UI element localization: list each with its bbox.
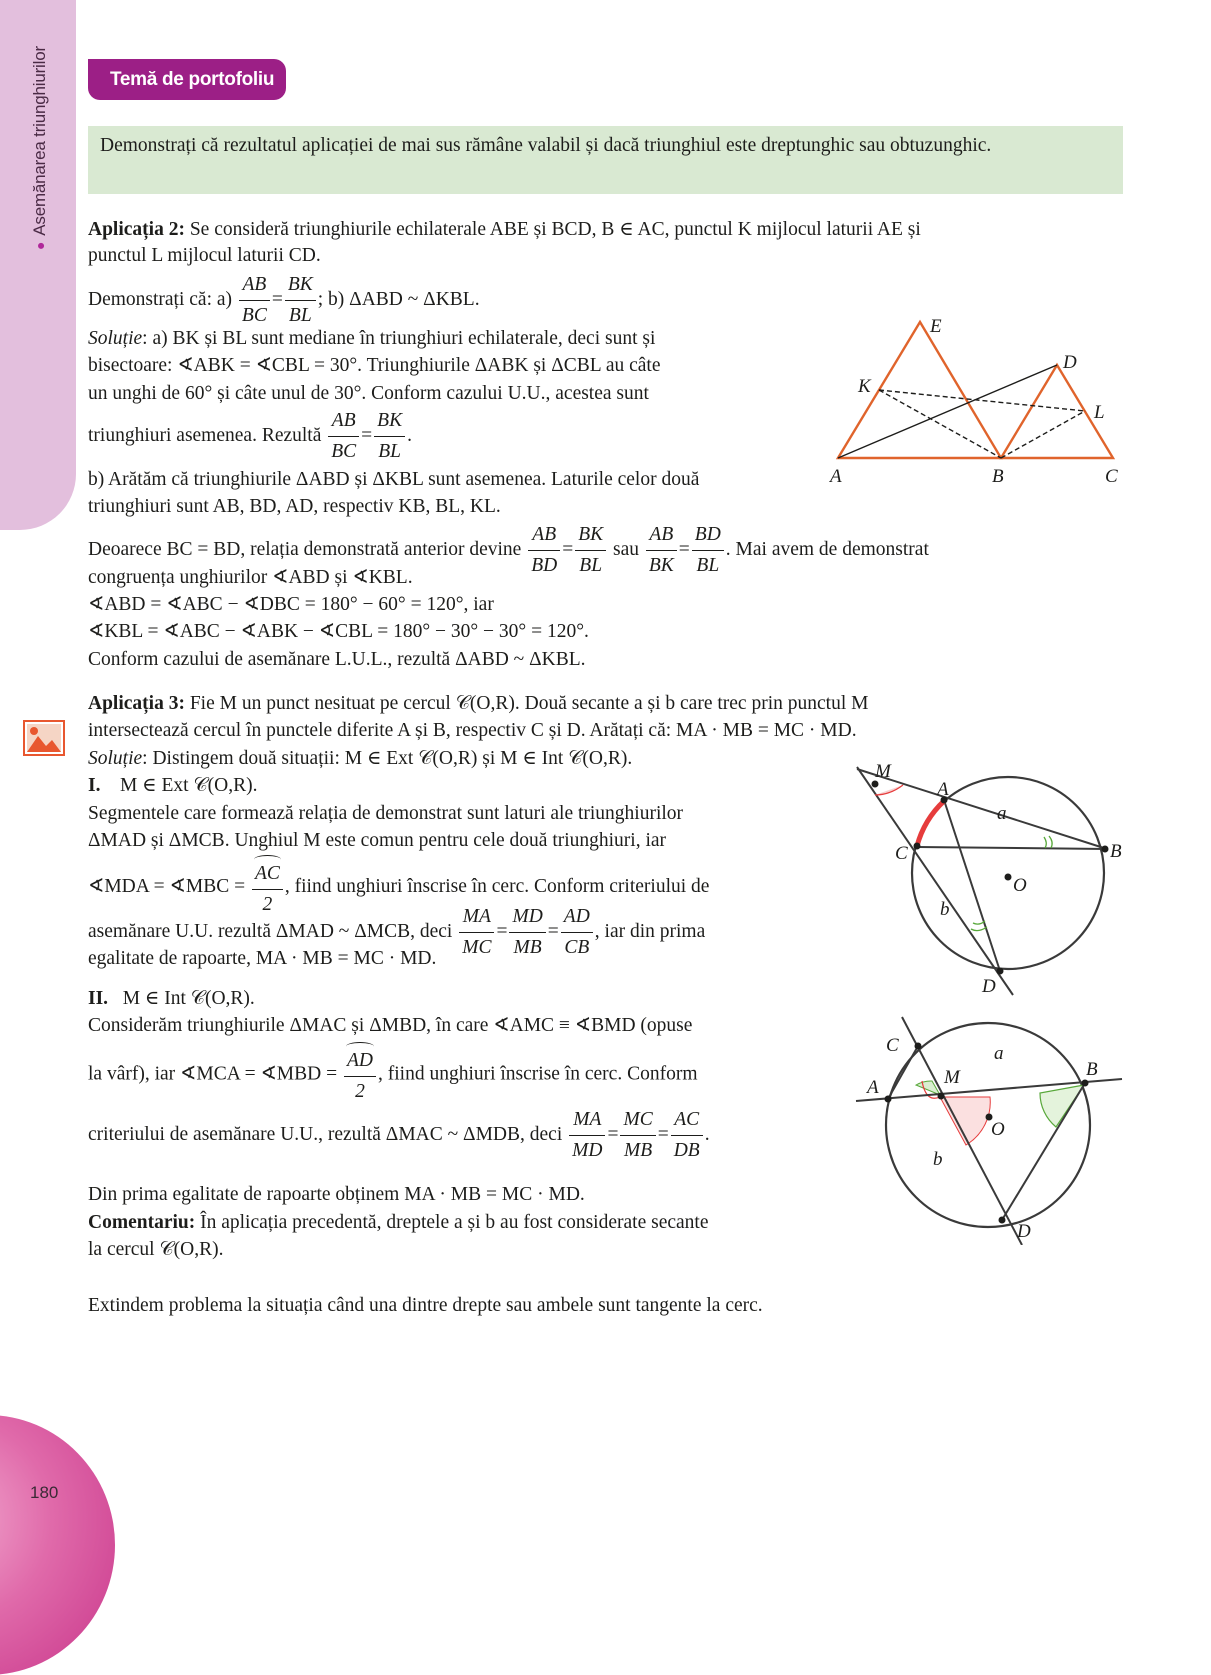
exterior-point-figure — [845, 755, 1135, 1005]
app2-sol-b2: triunghiuri sunt AB, BD, AD, respectiv KB, BL, KL. — [88, 496, 501, 517]
app2-statement-line2: punctul L mijlocul laturii CD. — [88, 245, 321, 266]
fraction: $\frac{MA}{MD}$ — [569, 1105, 605, 1166]
fraction: $\frac{AB}{BC}$ — [239, 270, 270, 331]
fraction: $\frac{AD}{2}$ — [344, 1043, 376, 1107]
label-C: C — [1105, 466, 1118, 487]
fraction: $\frac{BK}{BL}$ — [575, 520, 606, 581]
bullet-dot-icon: ● — [32, 241, 48, 250]
app2-sol-b3: Deoarece BC = BD, relația demonstrată anterior devine $\frac{AB}{BD}$ = $\frac{BK}{BL}$ sau $\frac{AB}{BK}$ = $\frac{BD}{BL}$ . Mai avem de demonstrat — [88, 520, 929, 581]
app2-sol-b4: congruența unghiurilor ∢ABD și ∢KBL. — [88, 567, 413, 588]
label-M: M — [875, 761, 891, 782]
label-B: B — [992, 466, 1004, 487]
fraction: $\frac{AC}{2}$ — [252, 856, 283, 920]
app3-case2: II. M ∈ Int 𝒞(O,R). — [88, 988, 255, 1009]
app3-c2-l1: Considerăm triunghiurile ΔMAC și ΔMBD, în care ∢AMC ≡ ∢BMD (opuse — [88, 1015, 693, 1036]
label-C: C — [895, 843, 908, 864]
app3-case1: I. M ∈ Ext 𝒞(O,R). — [88, 775, 258, 796]
app2-sol-a3: un unghi de 60° și câte unul de 30°. Conform cazului U.U., acestea sunt — [88, 383, 649, 404]
app2-demonstrate: Demonstrați că: a) $\frac{AB}{BC}$ = $\frac{BK}{BL}$ ; b) ΔABD ~ ΔKBL. — [88, 270, 480, 331]
app3-c1-l5: egalitate de rapoarte, MA · MB = MC · MD. — [88, 948, 437, 969]
fraction: $\frac{AB}{BD}$ — [528, 520, 560, 581]
label-a: a — [997, 803, 1007, 824]
app2-sol-a2: bisectoare: ∢ABK = ∢CBL = 30°. Triunghiurile ΔABK și ΔCBL au câte — [88, 355, 661, 376]
app3-c1-l1: Segmentele care formează relația de demonstrat sunt laturi ale triunghiurilor — [88, 803, 684, 824]
app3-l3: Soluție: Distingem două situații: M ∈ Ext 𝒞(O,R) și M ∈ Int 𝒞(O,R). — [88, 748, 633, 769]
app3-l1: Aplicația 3: Fie M un punct nesituat pe cercul 𝒞(O,R). Două secante a și b care trec prin punctul M — [88, 693, 869, 714]
label-a: a — [994, 1043, 1004, 1064]
app3-c2-l3: criteriului de asemănare U.U., rezultă ΔMAC ~ ΔMDB, deci $\frac{MA}{MD}$ = $\frac{MC}{MB}$ = $\frac{AC}{DB}$ . — [88, 1105, 710, 1166]
page-number: 180 — [30, 1483, 59, 1502]
label-A: A — [830, 466, 842, 487]
label-D: D — [1063, 352, 1077, 373]
app3-comment-l2: la cercul 𝒞(O,R). — [88, 1239, 224, 1260]
app3-c1-l3: ∢MDA = ∢MBC = $\frac{AC}{2}$ , fiind unghiuri înscrise în cerc. Conform criteriului de — [88, 855, 709, 920]
app3-c2-l2: la vârf), iar ∢MCA = ∢MBD = $\frac{AD}{2}$ , fiind unghiuri înscrise în cerc. Conform — [88, 1043, 698, 1107]
label-O: O — [991, 1119, 1005, 1140]
label-D: D — [982, 976, 996, 997]
label-b: b — [933, 1149, 943, 1170]
app3-c1-l4: asemănare U.U. rezultă ΔMAD ~ ΔMCB, deci $\frac{MA}{MC}$ = $\frac{MD}{MB}$ = $\frac{AD}{CB}$ , iar din prima — [88, 902, 705, 963]
label-M: M — [944, 1067, 960, 1088]
app2-sol-b5: ∢ABD = ∢ABC − ∢DBC = 180° − 60° = 120°, iar — [88, 594, 494, 615]
label-B: B — [1110, 841, 1122, 862]
fraction: $\frac{MA}{MC}$ — [459, 902, 494, 963]
label-C: C — [886, 1035, 899, 1056]
portfolio-task-box: Demonstrați că rezultatul aplicației de mai sus rămâne valabil și dacă triunghiul este dreptunghic sau obtuzunghic. — [88, 126, 1123, 194]
fraction: $\frac{BK}{BL}$ — [374, 406, 405, 467]
label-b: b — [940, 899, 950, 920]
app2-sol-a4: triunghiuri asemenea. Rezultă $\frac{AB}{BC}$ = $\frac{BK}{BL}$ . — [88, 405, 412, 467]
app3-c1-l2: ΔMAD și ΔMCB. Unghiul M este comun pentru cele două triunghiuri, iar — [88, 830, 667, 851]
fraction: $\frac{AB}{BC}$ — [328, 406, 359, 467]
portfolio-badge: Temă de portofoliu — [88, 59, 286, 100]
label-K: K — [858, 376, 871, 397]
fraction: $\frac{AD}{CB}$ — [561, 902, 593, 963]
label-A: A — [937, 779, 949, 800]
app2-sol-b7: Conform cazului de asemănare L.U.L., rezultă ΔABD ~ ΔKBL. — [88, 649, 586, 670]
label-A: A — [867, 1077, 879, 1098]
page-corner-decoration — [0, 1415, 115, 1675]
interior-point-figure — [850, 1015, 1130, 1245]
label-O: O — [1013, 875, 1027, 896]
image-icon[interactable] — [23, 720, 65, 756]
chapter-title: ●Asemănarea triunghiurilor — [30, 46, 49, 250]
fraction: $\frac{BK}{BL}$ — [285, 270, 316, 331]
fraction: $\frac{MC}{MB}$ — [620, 1105, 655, 1166]
app3-l2: intersectează cercul în punctele diferite A și B, respectiv C și D. Arătați că: MA · MB = MC · MD. — [88, 720, 857, 741]
label-L: L — [1094, 402, 1105, 423]
fraction: $\frac{AB}{BK}$ — [646, 520, 677, 581]
fraction: $\frac{MD}{MB}$ — [509, 902, 545, 963]
fraction: $\frac{BD}{BL}$ — [692, 520, 724, 581]
app2-statement-line1: Aplicația 2: Se consideră triunghiurile echilaterale ABE și BCD, B ∈ AC, punctul K mijlocul laturii AE și — [88, 219, 921, 240]
app3-extend: Extindem problema la situația când una dintre drepte sau ambele sunt tangente la cerc. — [88, 1295, 763, 1316]
app3-c2-l4: Din prima egalitate de rapoarte obținem MA · MB = MC · MD. — [88, 1184, 585, 1205]
app3-comment-l1: Comentariu: În aplicația precedentă, dreptele a și b au fost considerate secante — [88, 1212, 709, 1233]
label-E: E — [930, 316, 942, 337]
app2-sol-b1: b) Arătăm că triunghiurile ΔABD și ΔKBL sunt asemenea. Laturile celor două — [88, 469, 700, 490]
label-D: D — [1017, 1221, 1031, 1242]
app2-sol-b6: ∢KBL = ∢ABC − ∢ABK − ∢CBL = 180° − 30° − 30° = 120°. — [88, 621, 589, 642]
label-B: B — [1086, 1059, 1098, 1080]
triangles-figure — [820, 310, 1130, 490]
fraction: $\frac{AC}{DB}$ — [671, 1105, 703, 1166]
app2-sol-a1: Soluție: a) BK și BL sunt mediane în triunghiuri echilaterale, deci sunt și — [88, 328, 656, 349]
